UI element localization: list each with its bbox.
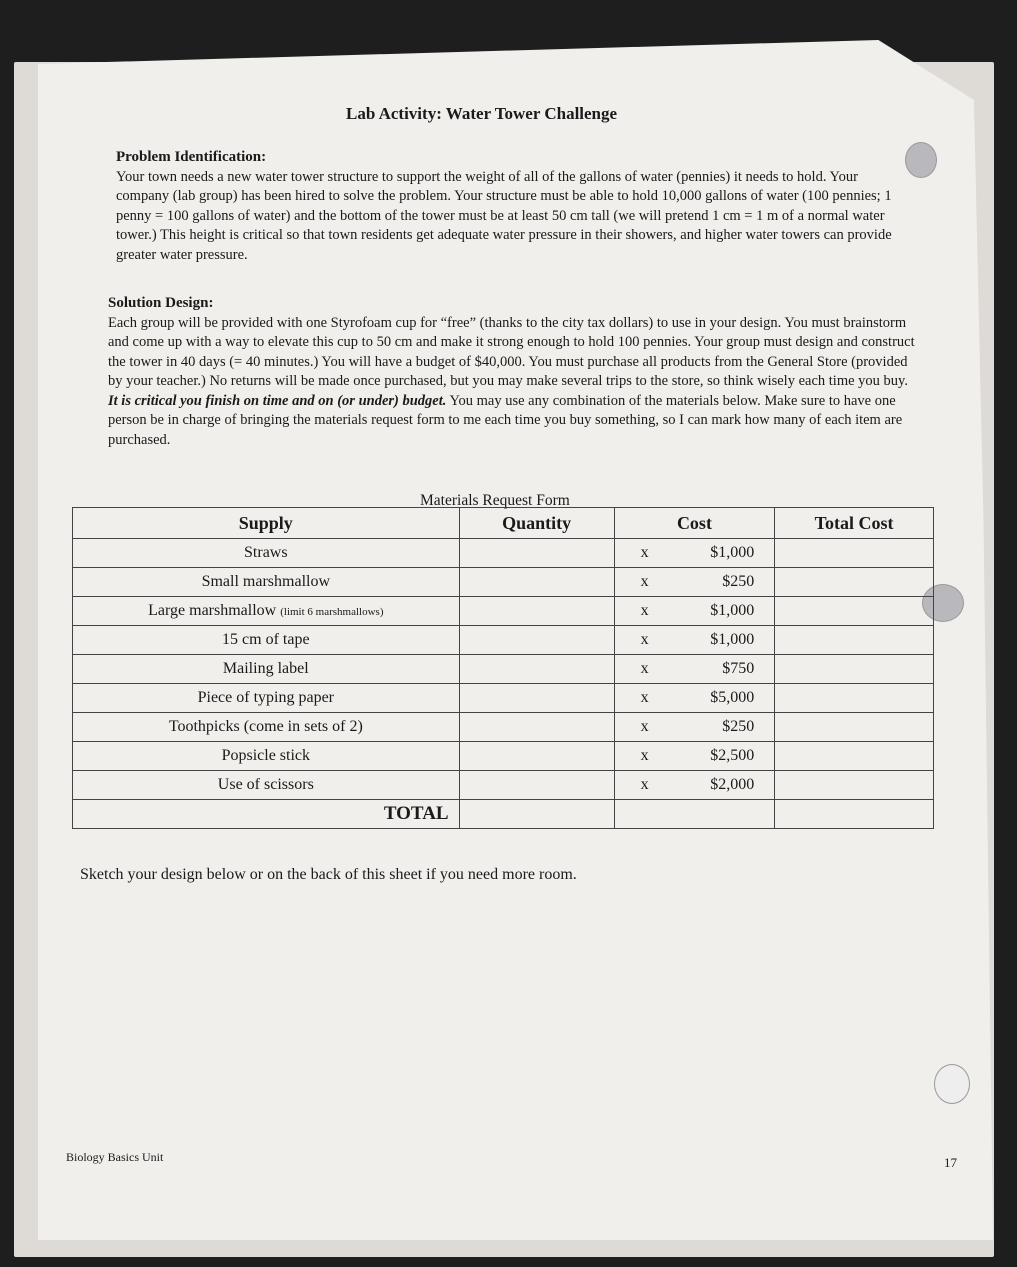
supply-name: Mailing label bbox=[222, 660, 309, 677]
multiply-mark: x bbox=[640, 602, 649, 619]
cost-cell bbox=[614, 626, 775, 655]
problem-heading: Problem Identification: bbox=[116, 149, 267, 165]
supply-cell bbox=[73, 771, 460, 800]
page-number: 17 bbox=[944, 1155, 957, 1170]
table-row bbox=[73, 771, 934, 800]
unit-cost: $2,000 bbox=[710, 776, 755, 793]
quantity-cell[interactable] bbox=[459, 771, 614, 800]
supply-name: 15 cm of tape bbox=[222, 631, 310, 648]
unit-cost: $750 bbox=[722, 660, 755, 677]
quantity-cell[interactable] bbox=[459, 655, 614, 684]
multiply-mark: x bbox=[640, 573, 649, 590]
unit-cost: $250 bbox=[722, 718, 755, 735]
quantity-cell[interactable] bbox=[459, 597, 614, 626]
supply-cell bbox=[73, 568, 460, 597]
total-cost-cell[interactable] bbox=[775, 684, 934, 713]
header-supply: Supply bbox=[73, 508, 460, 539]
total-cost-cell[interactable] bbox=[775, 568, 934, 597]
table-row bbox=[73, 713, 934, 742]
total-cost-cell[interactable] bbox=[775, 713, 934, 742]
total-cost-cell[interactable] bbox=[775, 626, 934, 655]
cost-cell bbox=[614, 742, 775, 771]
cost-cell bbox=[614, 684, 775, 713]
solution-emphasis: It is critical you finish on time and on (or under) budget. bbox=[108, 392, 447, 409]
unit-cost: $5,000 bbox=[710, 689, 755, 706]
table-row bbox=[73, 684, 934, 713]
supply-name: Straws bbox=[244, 544, 288, 561]
unit-cost: $2,500 bbox=[710, 747, 755, 764]
supply-note: (limit 6 marshmallows) bbox=[280, 606, 384, 618]
table-row bbox=[73, 742, 934, 771]
unit-cost: $250 bbox=[722, 573, 755, 590]
supply-cell bbox=[73, 655, 460, 684]
total-row bbox=[73, 800, 934, 829]
multiply-mark: x bbox=[640, 660, 649, 677]
quantity-cell[interactable] bbox=[459, 568, 614, 597]
supply-name: Large marshmallow bbox=[148, 602, 277, 619]
total-label: TOTAL bbox=[73, 800, 460, 829]
supply-cell bbox=[73, 742, 460, 771]
supply-cell bbox=[73, 713, 460, 742]
total-cost-cell[interactable] bbox=[614, 800, 775, 829]
table-row bbox=[73, 655, 934, 684]
multiply-mark: x bbox=[640, 689, 649, 706]
supply-cell bbox=[73, 597, 460, 626]
supply-name: Piece of typing paper bbox=[197, 689, 334, 706]
multiply-mark: x bbox=[640, 631, 649, 648]
page-title: Lab Activity: Water Tower Challenge bbox=[346, 104, 618, 123]
footer-unit: Biology Basics Unit bbox=[66, 1150, 164, 1164]
binder-hole bbox=[934, 1064, 970, 1104]
supply-name: Use of scissors bbox=[217, 776, 314, 793]
solution-text bbox=[108, 314, 916, 451]
solution-text-end: You may use any combination of the materials below. Make sure to have one person be in charge of bringing the materials request form to me each time you buy something, so I can mark how many of each item are purchased. bbox=[108, 392, 903, 448]
supply-cell bbox=[73, 539, 460, 568]
quantity-cell[interactable] bbox=[459, 539, 614, 568]
solution-text-start: Each group will be provided with one Styrofoam cup for “free” (thanks to the city tax dollars) to use in your design. You must brainstorm and come up with a way to elevate this cup to 50 cm and make it strong enough to hold 100 pennies. Your group must design and construct the tower in 40 days (= 40 minutes.) You will have a budget of $40,000. You must purchase all products from the General Store (provided by your teacher.) No returns will be made once purchased, but you may make several trips to the store, so think wisely each time you buy. bbox=[108, 314, 915, 389]
supply-name: Toothpicks (come in sets of 2) bbox=[168, 718, 363, 735]
solution-heading: Solution Design: bbox=[108, 295, 214, 311]
total-quantity-cell[interactable] bbox=[459, 800, 614, 829]
unit-cost: $1,000 bbox=[710, 631, 755, 648]
header-total-cost: Total Cost bbox=[775, 508, 934, 539]
quantity-cell[interactable] bbox=[459, 713, 614, 742]
cost-cell bbox=[614, 771, 775, 800]
quantity-cell[interactable] bbox=[459, 684, 614, 713]
table-row bbox=[73, 539, 934, 568]
cost-cell bbox=[614, 655, 775, 684]
cost-cell bbox=[614, 597, 775, 626]
header-quantity: Quantity bbox=[459, 508, 614, 539]
supply-cell bbox=[73, 626, 460, 655]
total-cost-cell[interactable] bbox=[775, 771, 934, 800]
header-cost: Cost bbox=[614, 508, 775, 539]
sketch-instruction: Sketch your design below or on the back of this sheet if you need more room. bbox=[80, 866, 577, 883]
table-row bbox=[73, 568, 934, 597]
supply-cell bbox=[73, 684, 460, 713]
table-header-row bbox=[73, 508, 934, 539]
supply-name: Small marshmallow bbox=[201, 573, 331, 590]
cost-cell bbox=[614, 713, 775, 742]
cost-cell bbox=[614, 568, 775, 597]
total-cost-cell[interactable] bbox=[775, 742, 934, 771]
total-cost-cell[interactable] bbox=[775, 539, 934, 568]
materials-request-table bbox=[72, 507, 934, 829]
supply-name: Popsicle stick bbox=[221, 747, 311, 764]
grand-total-cell[interactable] bbox=[775, 800, 934, 829]
multiply-mark: x bbox=[640, 776, 649, 793]
table-row bbox=[73, 597, 934, 626]
unit-cost: $1,000 bbox=[710, 602, 755, 619]
quantity-cell[interactable] bbox=[459, 626, 614, 655]
table-row bbox=[73, 626, 934, 655]
unit-cost: $1,000 bbox=[710, 544, 755, 561]
solution-section bbox=[108, 294, 916, 450]
total-cost-cell[interactable] bbox=[775, 655, 934, 684]
binder-hole bbox=[905, 142, 937, 178]
problem-text: Your town needs a new water tower structure to support the weight of all of the gallons of water (pennies) it needs to hold. Your company (lab group) has been hired to solve the problem. Your structure must be able to hold 10,000 gallons of water (100 pennies; 1 penny = 100 gallons of water) and the bottom of the tower must be at least 50 cm tall (we will pretend 1 cm = 1 m of a normal water tower.) This height is critical so that town residents get adequate water pressure in their showers, and higher water towers can provide greater water pressure. bbox=[116, 168, 892, 263]
cost-cell bbox=[614, 539, 775, 568]
multiply-mark: x bbox=[640, 544, 649, 561]
quantity-cell[interactable] bbox=[459, 742, 614, 771]
multiply-mark: x bbox=[640, 747, 649, 764]
problem-section bbox=[116, 148, 906, 265]
total-cost-cell[interactable] bbox=[775, 597, 934, 626]
form-title: Materials Request Form bbox=[420, 492, 570, 509]
multiply-mark: x bbox=[640, 718, 649, 735]
